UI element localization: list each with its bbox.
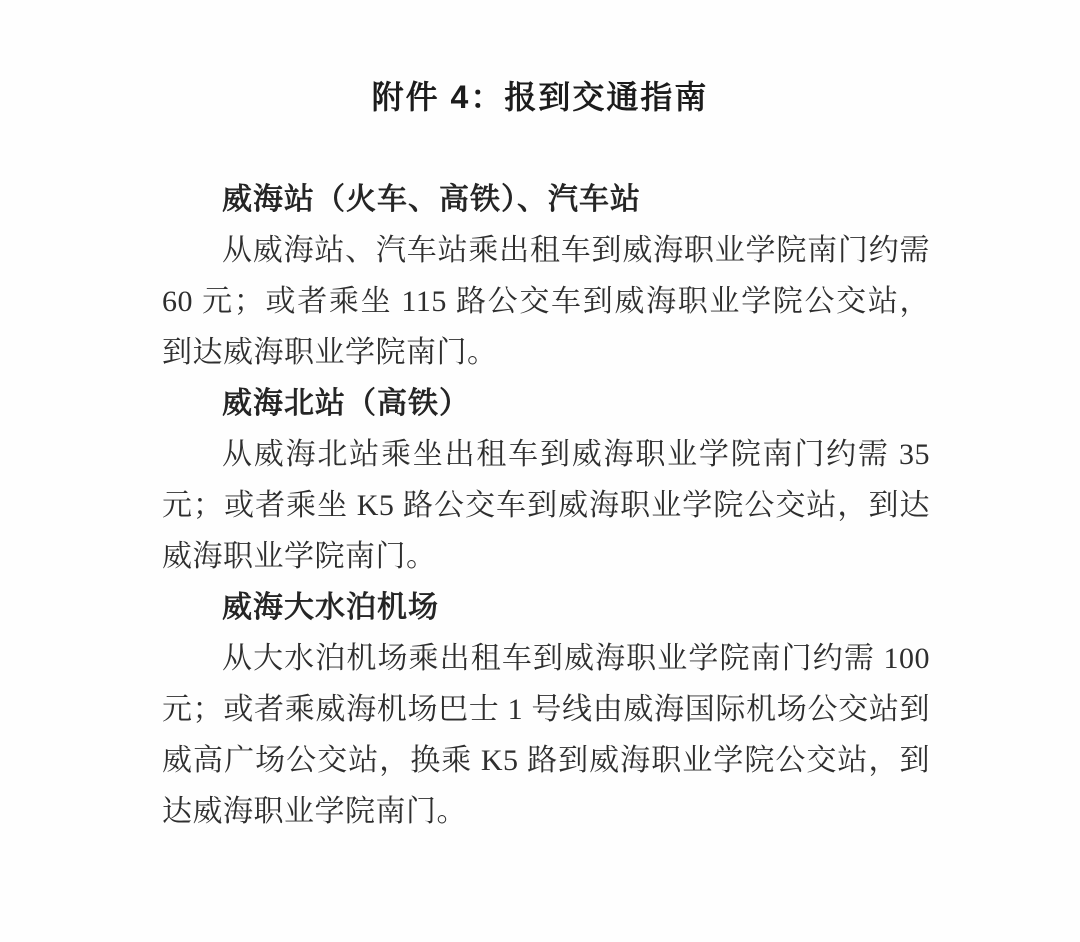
section-heading-weihai-station: 威海站（火车、高铁）、汽车站 [222,183,641,216]
section-paragraph-dashuibo-airport: 从大水泊机场乘出租车到威海职业学院南门约需 100 元；或者乘威海机场巴士 1 号线由威海国际机场公交站到威高广场公交站，换乘 K5 路到威海职业学院公交站，到达威海职业学院南门。 [162,642,930,828]
section-paragraph-weihai-station: 从威海站、汽车站乘出租车到威海职业学院南门约需 60 元；或者乘坐 115 路公交车到威海职业学院公交站，到达威海职业学院南门。 [162,234,930,369]
document-body [162,174,930,837]
section-heading-weihai-north-station: 威海北站（高铁） [222,387,470,420]
document-title: 附件 4：报到交通指南 [371,79,709,115]
section-paragraph-weihai-north-station: 从威海北站乘坐出租车到威海职业学院南门约需 35 元；或者乘坐 K5 路公交车到威海职业学院公交站，到达威海职业学院南门。 [162,438,930,573]
section-heading-dashuibo-airport: 威海大水泊机场 [222,591,439,624]
